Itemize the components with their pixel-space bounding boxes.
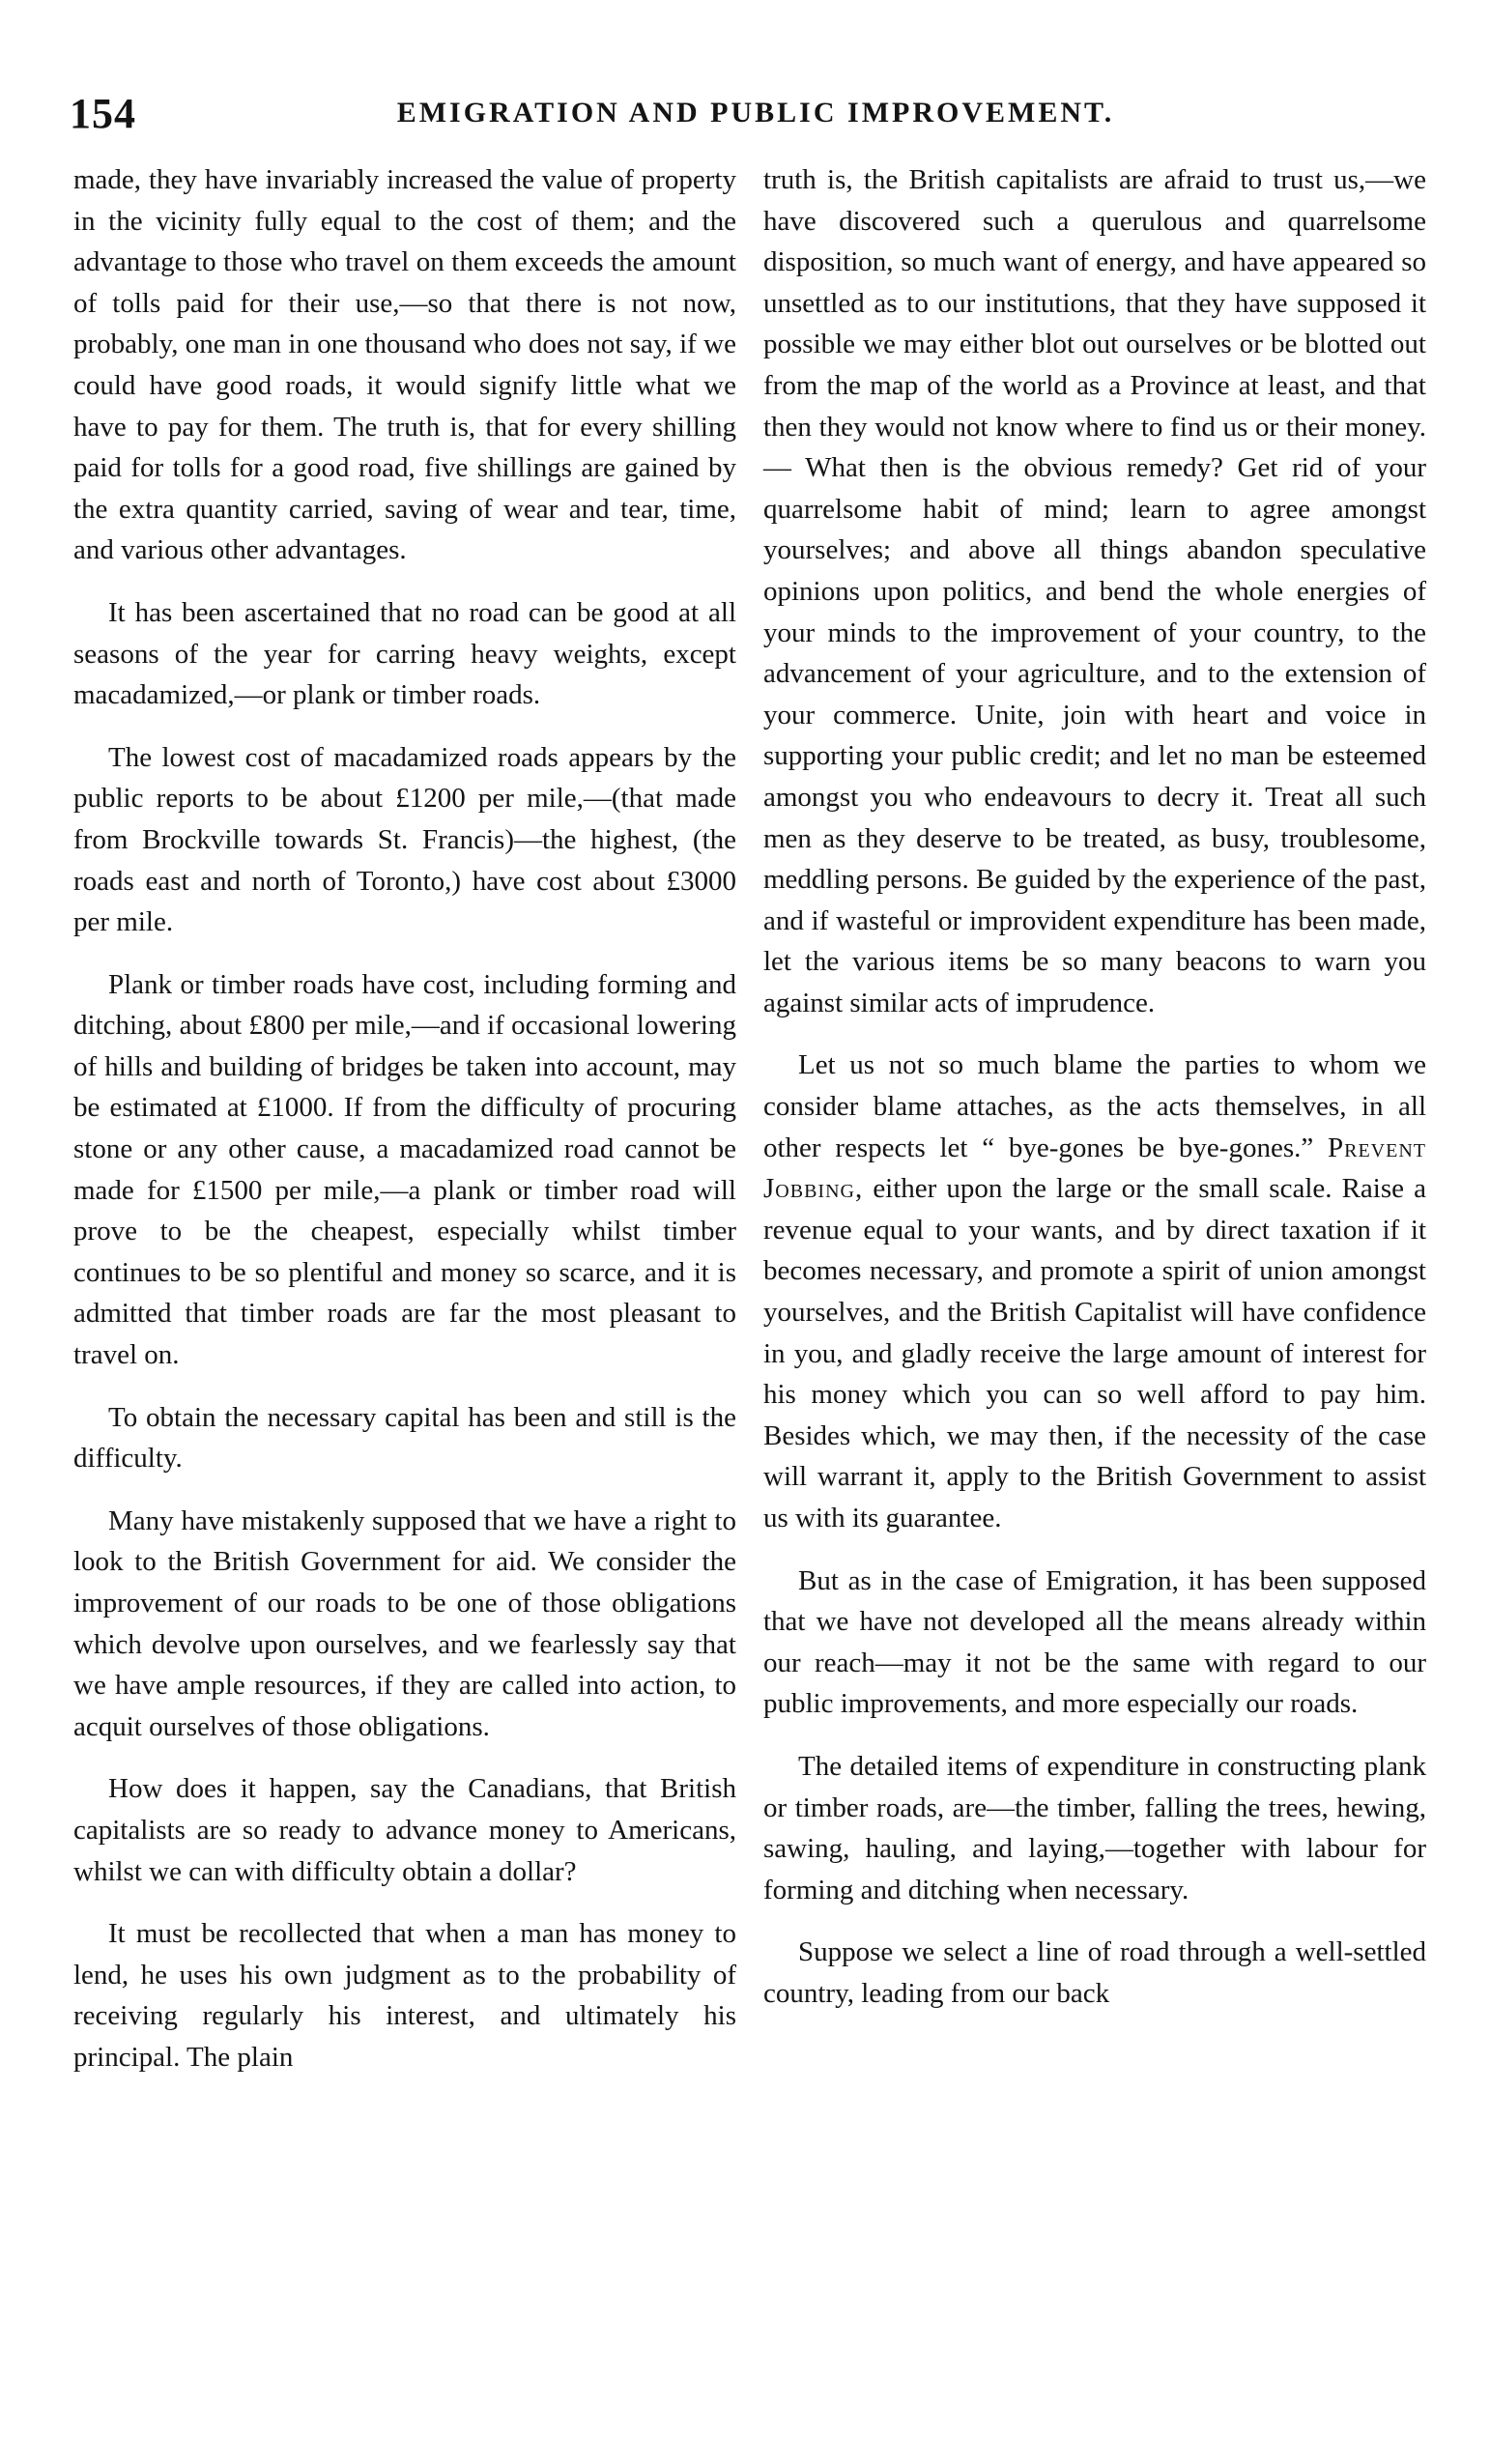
small-caps-phrase: Prevent Jobbing, [763, 1132, 1426, 1205]
paragraph: It has been ascertained that no road can be good at all seasons of the year for carring heavy weights, except macadamized,—or plank or timber roads. [73, 596, 736, 711]
paragraph: To obtain the necessary capital has been and still is the difficulty. [73, 1401, 736, 1475]
paragraph [763, 1045, 1426, 1538]
paragraph: But as in the case of Emigration, it has been supposed that we have not developed all the means already within our reach—may it not be the same with regard to our public improvements, and more especially our roads. [763, 1564, 1426, 1720]
paragraph-text: either upon the large or the small scale. Raise a revenue equal to your wants, and by direct taxation if it becomes necessary, and promote a spirit of union amongst yourselves, and the British Capitalist will have confidence in you, and gladly receive the large amount of interest for his money which you can so well afford to pay him. Besides which, we may then, if the necessity of the case will warrant it, apply to the British Government to assist us with its guarantee. [763, 1173, 1426, 1533]
page-number: 154 [70, 90, 136, 137]
paragraph: The detailed items of expenditure in constructing plank or timber roads, are—the timber, falling the trees, hewing, sawing, hauling, and laying,—together with labour for forming and ditching when necessary. [763, 1750, 1426, 1905]
paragraph-text: Let us not so much blame the parties to whom we consider blame attaches, as the acts themselves, in all other respects let “ bye-gones be bye-gones.” [763, 1049, 1426, 1163]
paragraph: How does it happen, say the Canadians, that British capitalists are so ready to advance money to Americans, whilst we can with difficulty obtain a dollar? [73, 1773, 736, 1887]
paragraph: The lowest cost of macadamized roads appears by the public reports to be about £1200 per mile,—(that made from Brockville towards St. Francis)—the highest, (the roads east and north of Toronto,) have cost about £3000 per mile. [73, 741, 736, 938]
paragraph: made, they have invariably increased the value of property in the vicinity fully equal to the cost of them; and the advantage to those who travel on them exceeds the amount of tolls paid for their use,—so that there is not now, probably, one man in one thousand who does not say, if we could have good roads, it would signify little what we have to pay for them. The truth is, that for every shilling paid for tolls for a good road, five shillings are gained by the extra quantity carried, saving of wear and tear, time, and various other advantages. [73, 164, 736, 566]
paragraph: Suppose we select a line of road through a well-settled country, leading from our back [763, 1936, 1426, 2009]
left-column [73, 159, 736, 2100]
page-header [70, 89, 1442, 147]
paragraph: It must be recollected that when a man has money to lend, he uses his own judgment as to the probability of receiving regularly his interest, and ultimately his principal. The plain [73, 1918, 736, 2073]
right-column [763, 159, 1426, 2036]
paragraph: Many have mistakenly supposed that we have a right to look to the British Government for aid. We consider the improvement of our roads to be one of those obligations which devolve upon ourselves, and we fearlessly say that we have ample resources, if they are called into action, to acquit ourselves of those obligations. [73, 1504, 736, 1742]
running-head: EMIGRATION AND PUBLIC IMPROVEMENT. [396, 97, 1115, 129]
paragraph: Plank or timber roads have cost, including forming and ditching, about £800 per mile,—and if occasional lowering of hills and building of bridges be taken into account, may be estimated at £1000. If from the difficulty of procuring stone or any other cause, a macadamized road cannot be made for £1500 per mile,—a plank or timber road will prove to be the cheapest, especially whilst timber continues to be so plentiful and money so scarce, and it is admitted that timber roads are far the most pleasant to travel on. [73, 968, 736, 1371]
paragraph: truth is, the British capitalists are afraid to trust us,—we have discovered such a querulous and quarrelsome disposition, so much want of energy, and have appeared so unsettled as to our institutions, that they have supposed it possible we may either blot out ourselves or be blotted out from the map of the world as a Province at least, and that then they would not know where to find us or their money.— What then is the obvious remedy? Get rid of your quarrelsome habit of mind; learn to agree amongst yourselves; and above all things abandon speculative opinions upon politics, and bend the whole energies of your minds to the improvement of your country, to the advancement of your agriculture, and to the extension of your commerce. Unite, join with heart and voice in supporting your public credit; and let no man be esteemed amongst you who endeavours to decry it. Treat all such men as they deserve to be treated, as busy, troublesome, meddling persons. Be guided by the experience of the past, and if wasteful or improvident expenditure has been made, let the various items be so many beacons to warn you against similar acts of imprudence. [763, 164, 1426, 1018]
